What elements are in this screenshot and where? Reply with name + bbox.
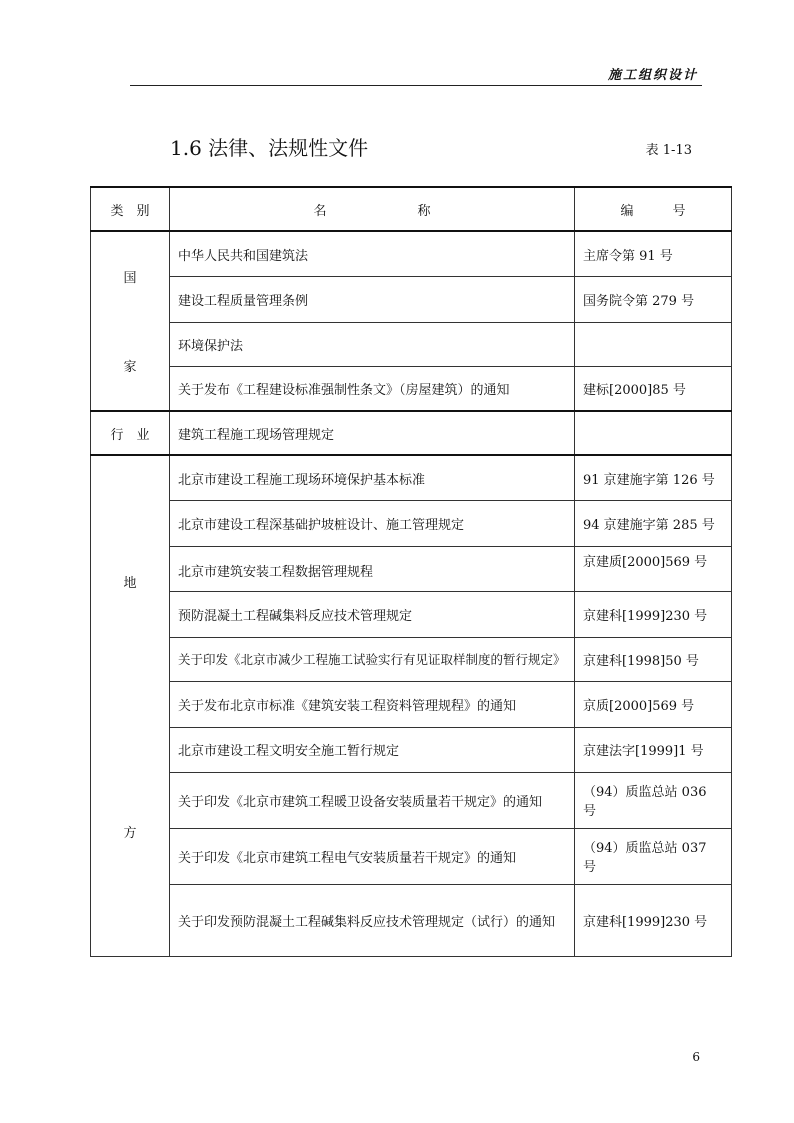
table-row [91, 277, 732, 323]
table-row [91, 547, 732, 592]
law-number [575, 322, 732, 366]
law-number: 京质[2000]569 号 [575, 682, 732, 728]
category-local-label-1: 地 [123, 575, 137, 591]
law-number: 京建法字[1999]1 号 [575, 728, 732, 773]
law-number: 京建科[1999]230 号 [575, 884, 732, 956]
law-name: 建筑工程施工现场管理规定 [170, 411, 575, 455]
law-number: 建标[2000]85 号 [575, 366, 732, 411]
table-row [91, 884, 732, 956]
table-row [91, 682, 732, 728]
table-row [91, 772, 732, 828]
laws-table [90, 186, 732, 957]
category-local [91, 455, 170, 957]
law-name: 建设工程质量管理条例 [170, 277, 575, 323]
law-number: 94 京建施字第 285 号 [575, 501, 732, 547]
law-number: 91 京建施字第 126 号 [575, 455, 732, 501]
table-row [91, 322, 732, 366]
table-row [91, 828, 732, 884]
table-row [91, 231, 732, 277]
law-name: 关于发布北京市标准《建筑安装工程资料管理规程》的通知 [170, 682, 575, 728]
category-local-label-2: 方 [123, 825, 137, 841]
law-number: 主席令第 91 号 [575, 231, 732, 277]
header-name: 名 称 [170, 187, 575, 231]
category-national [91, 231, 170, 411]
law-name: 环境保护法 [170, 322, 575, 366]
table-row [91, 637, 732, 682]
law-name: 关于印发《北京市建筑工程电气安装质量若干规定》的通知 [170, 828, 575, 884]
law-name: 预防混凝土工程碱集料反应技术管理规定 [170, 591, 575, 637]
table-row [91, 501, 732, 547]
law-name: 北京市建筑安装工程数据管理规程 [170, 547, 575, 592]
table-row [91, 728, 732, 773]
header-title: 施工组织设计 [607, 68, 698, 83]
law-number [575, 411, 732, 455]
header-category: 类 别 [91, 187, 170, 231]
law-number: （94）质监总站 037 号 [575, 828, 732, 884]
law-number: 京建科[1998]50 号 [575, 637, 732, 682]
law-name: 北京市建设工程深基础护坡桩设计、施工管理规定 [170, 501, 575, 547]
header-rule [130, 85, 702, 86]
law-name: 关于印发《北京市建筑工程暖卫设备安装质量若干规定》的通知 [170, 772, 575, 828]
law-name: 关于印发预防混凝土工程碱集料反应技术管理规定（试行）的通知 [170, 884, 575, 956]
law-name: 中华人民共和国建筑法 [170, 231, 575, 277]
law-name: 关于印发《北京市减少工程施工试验实行有见证取样制度的暂行规定》 [170, 637, 575, 682]
law-number: 京建质[2000]569 号 [575, 547, 732, 592]
category-industry: 行 业 [91, 411, 170, 455]
law-name: 北京市建设工程施工现场环境保护基本标准 [170, 455, 575, 501]
table-number: 表 1-13 [645, 143, 692, 158]
table-row [91, 366, 732, 411]
section-title: 1.6 法律、法规性文件 [170, 136, 369, 160]
law-name: 北京市建设工程文明安全施工暂行规定 [170, 728, 575, 773]
category-national-label-2: 家 [123, 360, 137, 375]
law-number: 国务院令第 279 号 [575, 277, 732, 323]
page-number: 6 [692, 1050, 700, 1064]
table-header-row [91, 187, 732, 231]
header-number: 编 号 [575, 187, 732, 231]
category-national-label-1: 国 [123, 271, 137, 286]
law-number: 京建科[1999]230 号 [575, 591, 732, 637]
table-row [91, 455, 732, 501]
law-name: 关于发布《工程建设标准强制性条文》（房屋建筑）的通知 [170, 366, 575, 411]
law-number: （94）质监总站 036 号 [575, 772, 732, 828]
table-row [91, 591, 732, 637]
table-row [91, 411, 732, 455]
